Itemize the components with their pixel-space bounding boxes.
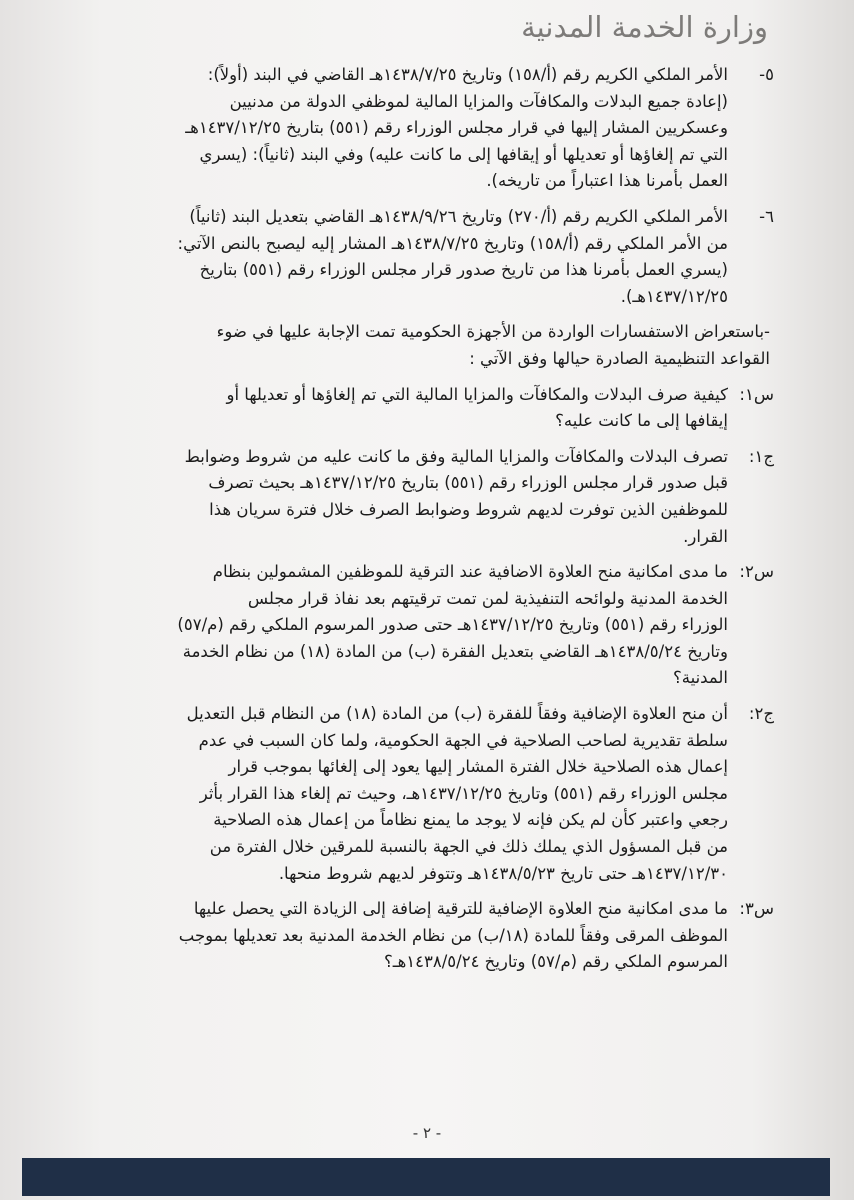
text-line: أن منح العلاوة الإضافية وفقاً للفقرة (ب) من المادة (١٨) من النظام قبل التعديل (186, 704, 728, 724)
ministry-header: وزارة الخدمة المدنية (521, 10, 768, 44)
section-block (82, 204, 774, 310)
section-number: ج٢: (748, 704, 774, 724)
text-line: ما مدى امكانية منح العلاوة الاضافية عند الترقية للموظفين المشمولين بنظام (212, 562, 728, 582)
text-line: (يسري العمل بأمرنا هذا من تاريخ صدور قرار مجلس الوزراء رقم (٥٥١) بتاريخ (199, 260, 728, 280)
section-block (82, 896, 774, 976)
text-line: تصرف البدلات والمكافآت والمزايا المالية وفق ما كانت عليه من شروط وضوابط (184, 446, 728, 466)
text-line: المدنية؟ (673, 668, 728, 688)
text-line: المرسوم الملكي رقم (م/٥٧) وتاريخ ١٤٣٨/٥/٢٤هـ؟ (383, 952, 728, 972)
text-line: الوزراء رقم (٥٥١) وتاريخ ١٤٣٧/١٢/٢٥هـ حتى صدور المرسوم الملكي رقم (م/٥٧) (177, 615, 728, 635)
text-line: ١٤٣٧/١٢/٢٥هـ). (620, 286, 728, 306)
section-number: س٣: (739, 899, 774, 919)
section-block (82, 382, 774, 435)
text-line: ١٤٣٧/١٢/٣٠هـ حتى تاريخ ١٤٣٨/٥/٢٣هـ وتتوفر لديهم شروط منحها. (278, 863, 728, 883)
text-line: الأمر الملكي الكريم رقم (أ/١٥٨) وتاريخ ١٤٣٨/٧/٢٥هـ القاضي في البند (أولاً): (207, 65, 728, 84)
text-line: مجلس الوزراء رقم (٥٥١) وتاريخ ١٤٣٧/١٢/٢٥هـ، وحيث تم إلغاء هذا القرار بأثر (199, 783, 728, 803)
text-line: العمل بأمرنا هذا اعتباراً من تاريخه). (486, 171, 728, 191)
text-line: الخدمة المدنية ولوائحه التنفيذية لمن تمت ترقيتهم بعد نفاذ قرار مجلس (247, 588, 728, 608)
text-line: رجعي واعتبر كأن لم يكن فإنه لا يوجد ما يمنع نظاماً من إعمال هذه الصلاحية (213, 810, 728, 830)
text-line: التي تم إلغاؤها أو تعديلها أو إيقافها إلى ما كانت عليه) وفي البند (ثانياً): (يسري (199, 144, 728, 164)
document-body (82, 62, 774, 985)
section-block (82, 62, 774, 195)
section-number: س١: (739, 384, 774, 404)
text-line: من قبل المسؤول الذي يملك ذلك في الجهة بالنسبة للمرقين خلال الفترة من (209, 837, 728, 857)
text-line: الأمر الملكي الكريم رقم (أ/٢٧٠) وتاريخ ١٤٣٨/٩/٢٦هـ القاضي بتعديل البند (ثانياً) (189, 206, 728, 226)
text-line: للموظفين الذين توفرت لديهم شروط وضوابط الصرف خلال فترة سريان هذا (209, 499, 728, 519)
text-line: قبل صدور قرار مجلس الوزراء رقم (٥٥١) بتاريخ ١٤٣٧/١٢/٢٥هـ بحيث تصرف (208, 473, 728, 493)
text-line: القواعد التنظيمية الصادرة حيالها وفق الآتي : (469, 348, 770, 368)
section-number: ج١: (748, 446, 774, 466)
text-line: الموظف المرقى وفقاً للمادة (١٨/ب) من نظام الخدمة المدنية بعد تعديلها بموجب (178, 925, 728, 945)
text-line: وعسكريين المشار إليها في قرار مجلس الوزراء رقم (٥٥١) بتاريخ ١٤٣٧/١٢/٢٥هـ (185, 118, 728, 138)
section-number: ٥- (759, 65, 774, 84)
text-line: سلطة تقديرية لصاحب الصلاحية في الجهة الحكومية، ولما كان السبب في عدم (198, 730, 728, 750)
section-block (82, 444, 774, 550)
text-line: وتاريخ ١٤٣٨/٥/٢٤هـ القاضي بتعديل الفقرة (ب) من المادة (١٨) من نظام الخدمة (182, 641, 728, 661)
page-number: - ٢ - (412, 1124, 442, 1142)
text-line: إعمال هذه الصلاحية خلال الفترة المشار إليها يعود إلى إلغائها بموجب قرار (228, 757, 728, 777)
text-line: إيقافها إلى ما كانت عليه؟ (555, 411, 728, 431)
footer-band (22, 1158, 830, 1196)
text-line: (إعادة جميع البدلات والمكافآت والمزايا المالية لموظفي الدولة من مدنيين (229, 91, 728, 111)
section-number: س٢: (739, 562, 774, 582)
text-line: من الأمر الملكي رقم (أ/١٥٨) وتاريخ ١٤٣٨/٧/٢٥هـ المشار إليه ليصبح بالنص الآتي: (177, 233, 728, 253)
section-block (82, 701, 774, 887)
section-number: ٦- (759, 206, 774, 226)
text-line: كيفية صرف البدلات والمكافآت والمزايا المالية التي تم إلغاؤها أو تعديلها أو (226, 384, 728, 404)
text-line: -باستعراض الاستفسارات الواردة من الأجهزة الحكومية تمت الإجابة عليها في ضوء (216, 322, 770, 342)
section-block (82, 319, 770, 372)
text-line: القرار. (683, 526, 728, 546)
text-line: ما مدى امكانية منح العلاوة الإضافية للترقية إضافة إلى الزيادة التي يحصل عليها (193, 899, 728, 919)
section-block (82, 559, 774, 692)
